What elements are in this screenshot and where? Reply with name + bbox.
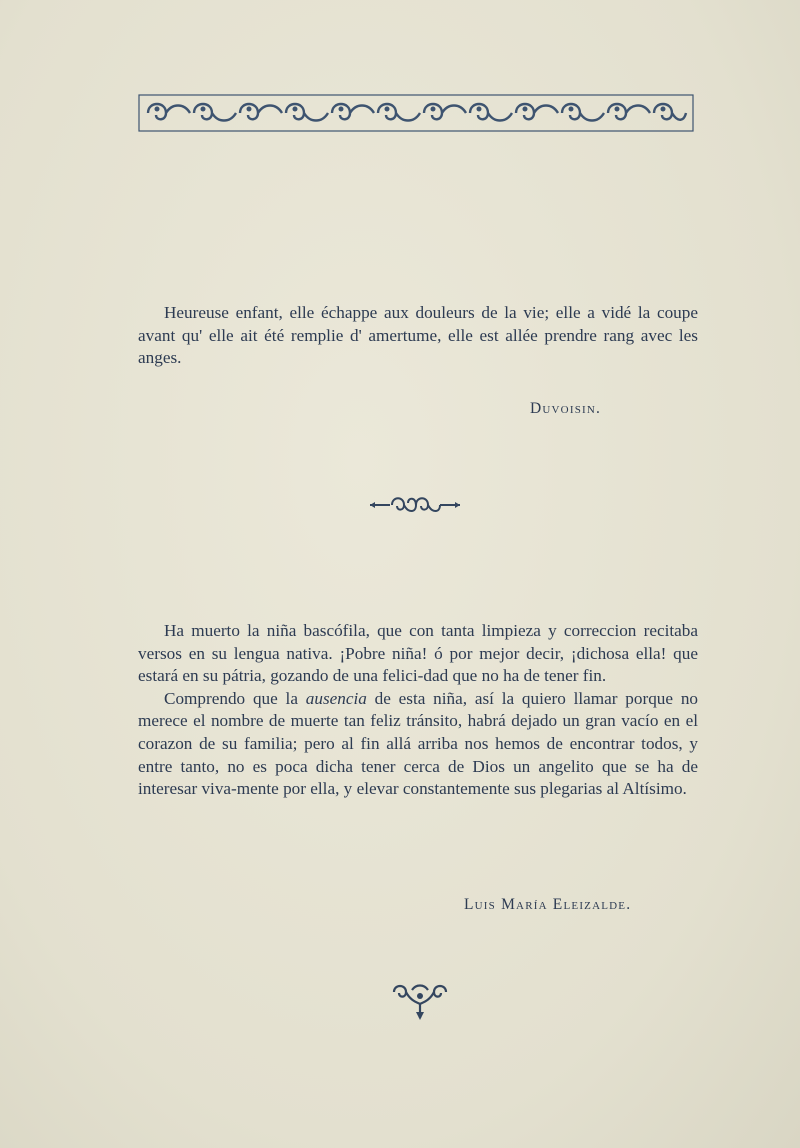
letter-author: Luis María Eleizalde. bbox=[464, 896, 632, 913]
bottom-ornament-icon bbox=[390, 982, 450, 1022]
letter-block bbox=[138, 620, 698, 801]
top-ornament-border-icon bbox=[138, 92, 694, 134]
letter-paragraph-2-start: Comprendo que la bbox=[164, 688, 306, 708]
quote-author: Duvoisin. bbox=[530, 400, 602, 417]
letter-paragraph-2 bbox=[138, 688, 698, 801]
quote-block bbox=[138, 302, 698, 370]
letter-emphasis: ausencia bbox=[305, 688, 367, 708]
quote-text: Heureuse enfant, elle échappe aux douleurs de la vie; elle a vidé la coupe avant qu' elle ait été remplie d' amertume, elle est allée prendre rang avec les anges. bbox=[138, 303, 698, 368]
letter-paragraph-1: Ha muerto la niña bascófila, que con tanta limpieza y correccion recitaba versos en su lengua nativa. ¡Pobre niña! ó por mejor decir, ¡dichosa ella! que estará en su pátria, gozando de una felici-dad que no ha de tener fin. bbox=[138, 621, 698, 686]
letter-paragraph-2-end: de esta niña, así la quiero llamar porque no merece el nombre de muerte tan feliz tránsito, habrá dejado un gran vacío en el corazon de su familia; pero al fin allá arriba nos hemos de encontrar todos, y entre tanto, no es poca dicha tener cerca de Dios un angelito que se ha de interesar viva-mente por ella, y elevar constantemente sus plegarias al Altísimo. bbox=[138, 688, 699, 799]
middle-ornament-icon bbox=[368, 494, 462, 516]
